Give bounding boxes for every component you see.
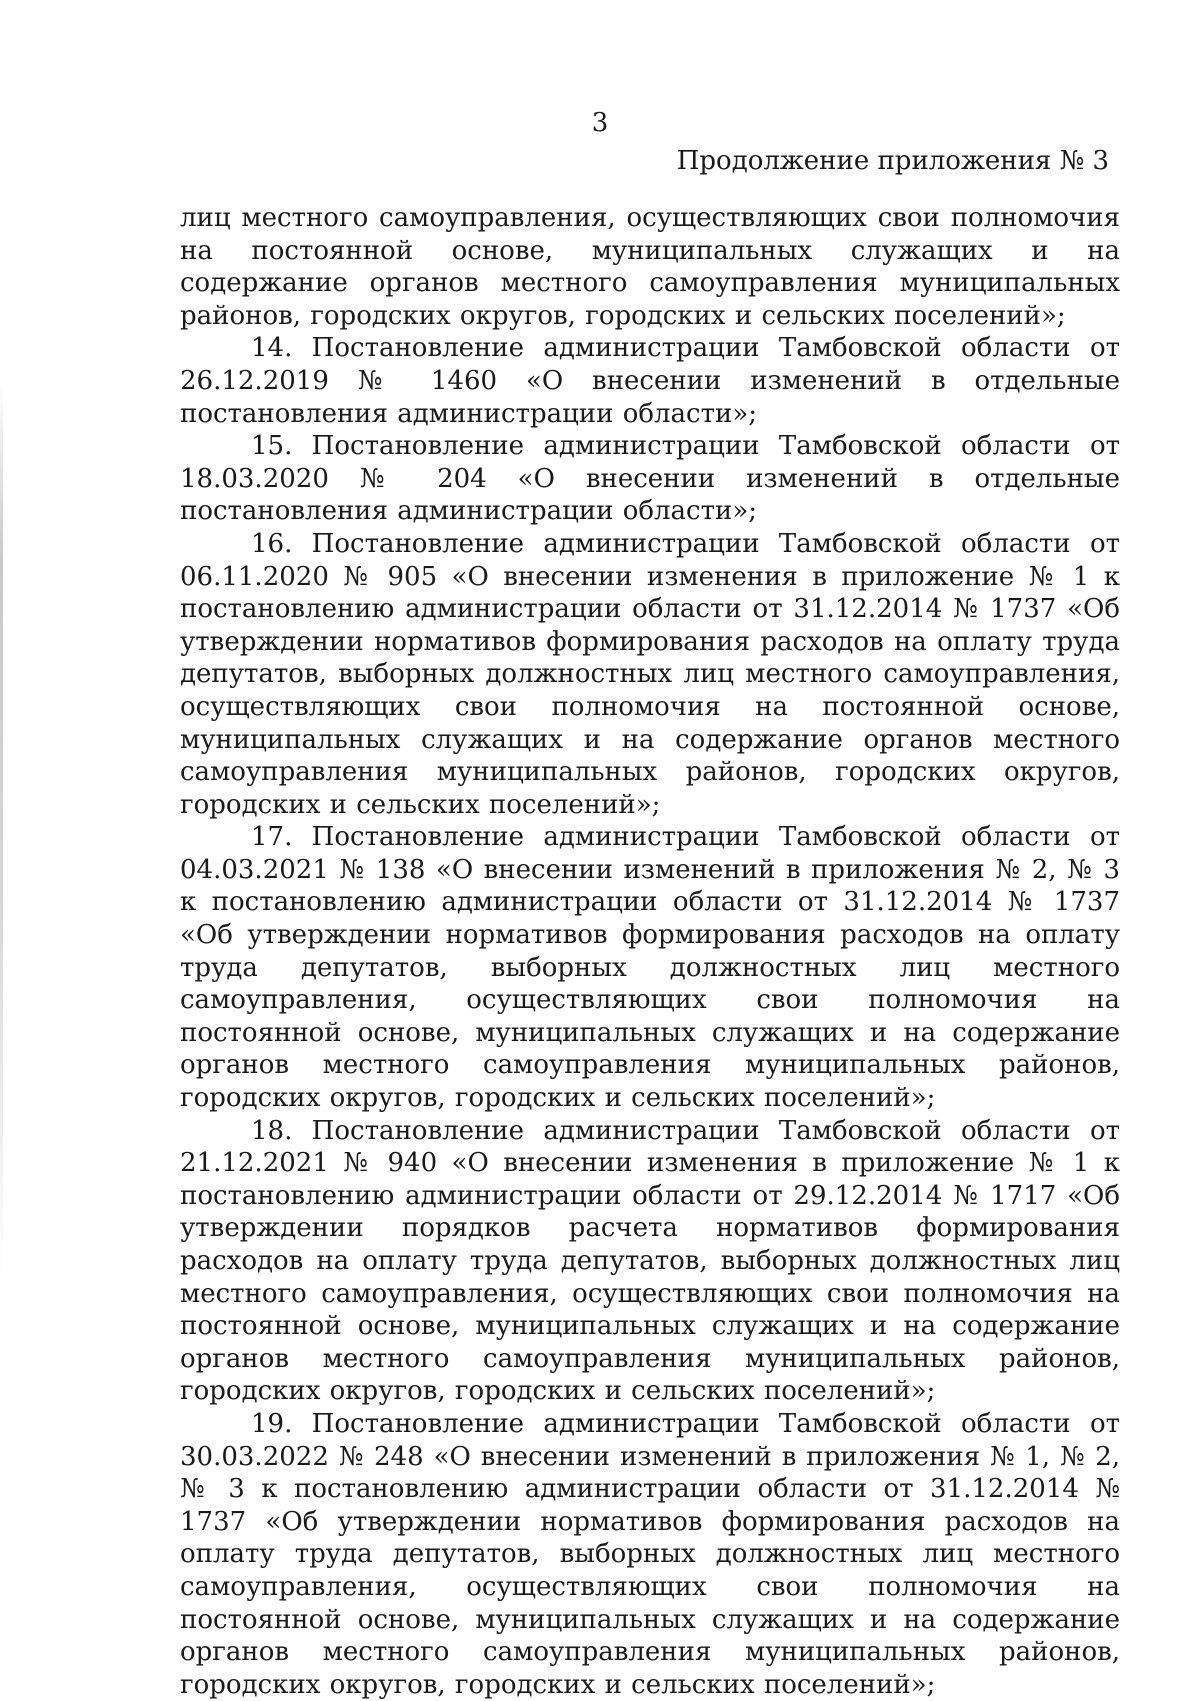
list-item-17: 17. Постановление администрации Тамбовской области от 04.03.2021 № 138 «О внесении изменений в приложения № 2, № 3 к постановлению администрации области от 31.12.2014 № 1737 «Об утверждении нормативов формирования расходов на оплату труда депутатов, выборных должностных лиц местного самоуправления, осуществляющих свои полномочия на постоянной основе, муниципальных служащих и на содержание органов местного самоуправления муниципальных районов, городских округов, городских и сельских поселений»; [180,822,1120,1114]
appendix-continuation-note: Продолжение приложения № 3 [676,146,1109,176]
list-item-15: 15. Постановление администрации Тамбовской области от 18.03.2020 № 204 «О внесении изменений в отдельные постановления администрации области»; [180,431,1120,527]
list-item-18: 18. Постановление администрации Тамбовской области от 21.12.2021 № 940 «О внесении изменения в приложение № 1 к постановлению администрации области от 29.12.2014 № 1717 «Об утверждении порядков расчета нормативов формирования расходов на оплату труда депутатов, выборных должностных лиц местного самоуправления, осуществляющих свои полномочия на постоянной основе, муниципальных служащих и на содержание органов местного самоуправления муниципальных районов, городских округов, городских и сельских поселений»; [180,1115,1120,1407]
list-item-14: 14. Постановление администрации Тамбовской области от 26.12.2019 № 1460 «О внесении изменений в отдельные постановления администрации области»; [180,333,1120,429]
scan-edge-shadow [0,380,3,1280]
lead-paragraph: лиц местного самоуправления, осуществляющих свои полномочия на постоянной основе, муниципальных служащих и на содержание органов местного самоуправления муниципальных районов, городских округов, городских и сельских поселений»; [180,203,1120,331]
document-body [180,202,1120,1701]
list-item-19: 19. Постановление администрации Тамбовской области от 30.03.2022 № 248 «О внесении изменений в приложения № 1, № 2, № 3 к постановлению администрации области от 31.12.2014 № 1737 «Об утверждении нормативов формирования расходов на оплату труда депутатов, выборных должностных лиц местного самоуправления, осуществляющих свои полномочия на постоянной основе, муниципальных служащих и на содержание органов местного самоуправления муниципальных районов, городских округов, городских и сельских поселений»; [180,1408,1120,1700]
page-number: 3 [591,108,609,138]
list-item-16: 16. Постановление администрации Тамбовской области от 06.11.2020 № 905 «О внесении изменения в приложение № 1 к постановлению администрации области от 31.12.2014 № 1737 «Об утверждении нормативов формирования расходов на оплату труда депутатов, выборных должностных лиц местного самоуправления, осуществляющих свои полномочия на постоянной основе, муниципальных служащих и на содержание органов местного самоуправления муниципальных районов, городских округов, городских и сельских поселений»; [180,528,1120,820]
